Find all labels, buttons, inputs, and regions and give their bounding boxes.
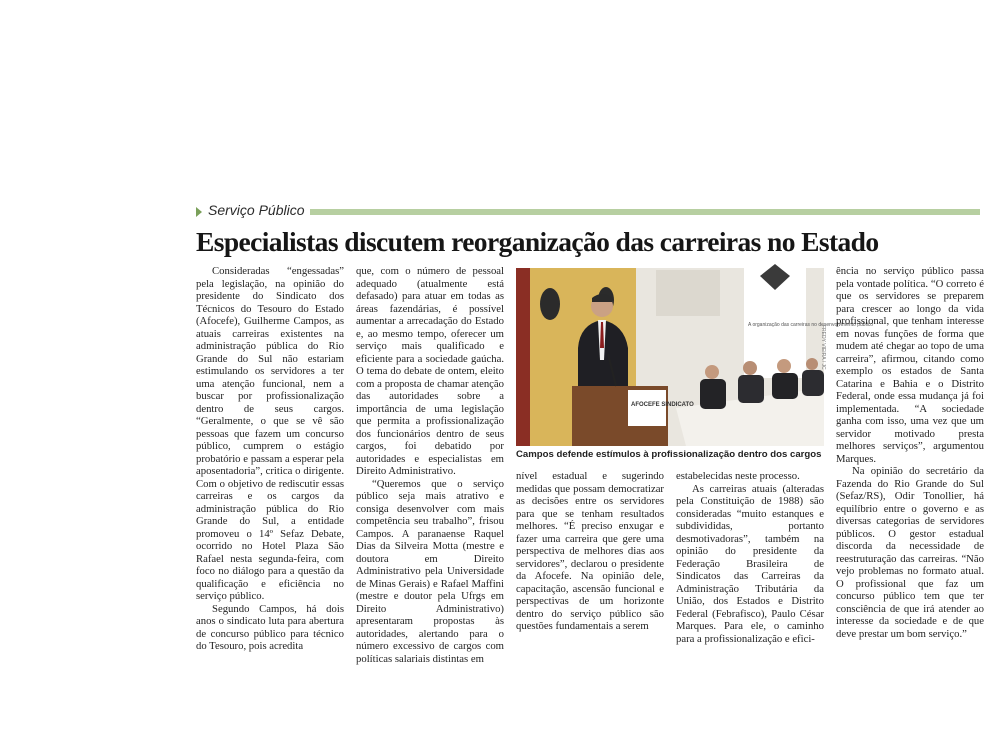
paragraph: Consideradas “engessadas” pela legislação, na opinião do presidente do Sindicato dos Técnicos do Tesouro do Estado (Afocefe), Guilherme Campos, as atuais carreiras existentes na administração pública do Rio Grande do Sul não estariam estimulando os servidores a ter uma atenção funcional, nem a buscar por profissionalização dentro de seus cargos. “Geralmente, o que se vê são pessoas que fazem um concurso público, cumprem o estágio probatório e passam a esperar pela aposentadoria”, critica o dirigente. Com o objetivo de rediscutir essas carreiras e os cargos da administração pública do Rio Grande do Sul, a entidade promoveu o 14º Sefaz Debate, ocorrido no Hotel Plaza São Rafael nesta segunda-feira, com foco no diálogo para a questão da qualificação e eficiência no serviço público. [196,265,344,602]
photo-panelist [738,375,764,403]
photo-illustration [516,268,874,446]
photo-lectern-text: AFOCEFE SINDICATO [631,402,694,408]
paragraph: As carreiras atuais (alteradas pela Constituição de 1988) são consideradas “muito estanques e subdivididas, portanto desmotivadoras”, também na opinião do presidente da Federação Brasileira de Sindicatos das Carreiras da Administração Tributária da União, dos Estados e Distrito Federal (Febrafisco), Paulo César Marques. Para ele, o caminho para a profissionalização e efici- [676,482,824,645]
paragraph: estabelecidas neste processo. [676,470,800,482]
headline: Especialistas discutem reorganização das carreiras no Estado [196,226,879,257]
paragraph: “Queremos que o serviço público seja mais atrativo e consiga desenvolver com mais competência seu trabalho”, frisou Campos. A paranaense Raquel Dias da Silveira Motta (mestre e doutora em Direito Administrativo pela Universidade de Minas Gerais) e Rafael Maffini (mestre e doutor pela Ufrgs em Direito Administrativo) apresentaram propostas às autoridades, alertando para o número excessivo de cargos com políticas salariais distintas em [356,477,504,665]
photo-caption: Campos defende estímulos à profissionalização dentro dos cargos [516,449,822,460]
photo-screen [656,270,720,316]
section-header [196,202,980,219]
paragraph: ência no serviço público passa pela vontade política. “O correto é que os servidores se preparem para crescer ao longo da vida profissional, que tenham interesse em novas funções de forma que mudem até chegar ao topo de uma carreira”, afirmou, citando como exemplo os estados de Santa Catarina e Bahia e o Distrito Federal, onde essa mudança já foi implementada. “A sociedade ganha com isso, uma vez que um servidor motivado presta melhores serviços”, argumentou Marques. [836,265,984,465]
photo-panelist [802,370,824,396]
paragraph: Segundo Campos, há dois anos o sindicato luta para abertura de concurso público para técnico do Tesouro, pois acredita [196,602,344,652]
news-photo [516,268,874,446]
section-rule [310,209,980,215]
photo-panelist [700,379,726,409]
photo-panelist [772,373,798,399]
photo-credit: FREDY VIEIRA / JC [820,325,826,370]
article-column-5 [836,265,984,640]
article-column-3 [516,470,664,633]
photo-lectern-sign [628,390,666,426]
photo-curtain [516,268,530,446]
photo-panelist [705,365,719,379]
section-arrow-icon [196,207,202,217]
photo-banner-text: A organização das carreiras no desenvolvimento público [748,322,874,328]
paragraph: Na opinião do secretário da Fazenda do Rio Grande do Sul (Sefaz/RS), Odir Tonollier, há equilíbrio entre o governo e as diversas categorias de servidores públicos. O gestor estadual discorda da necessidade de reestruturação das carreiras. “Não vejo problemas no formato atual. O profissional que faz um concurso público tem que ter consciência de que irá atender ao interesse da sociedade e de que deve prestar um bom serviço.” [836,465,984,640]
section-label: Serviço Público [208,202,305,218]
article-column-4 [676,470,824,645]
article-column-1 [196,265,344,653]
photo-panelist [806,358,818,370]
paragraph: que, com o número de pessoal adequado (atualmente está defasado) para atuar em todas as áreas fazendárias, é possível aumentar a arrecadação do Estado e, ao mesmo tempo, oferecer um serviço mais qualificado e eficiente para a sociedade gaúcha. O tema do debate de ontem, eleito com a proposta de chamar atenção das autoridades sobre a importância de uma legislação que permita a profissionalização dos funcionários dentro de seus cargos, foi debatido por autoridades e especialistas em Direito Administrativo. [356,265,504,477]
photo-decor [540,288,560,320]
photo-panelist [777,359,791,373]
photo-panelist [743,361,757,375]
article-column-2 [356,265,504,665]
paragraph: nível estadual e sugerindo medidas que possam democratizar as decisões entre os servidores para que se tenham resultados melhores. “É preciso enxugar e fazer uma carreira que gere uma perspectiva de melhores dias aos servidores”, declarou o presidente da Afocefe. Na opinião dele, capacitação, ascensão funcional e perspectivas de um horizonte dentro do serviço público são questões fundamentais a serem [516,470,664,632]
